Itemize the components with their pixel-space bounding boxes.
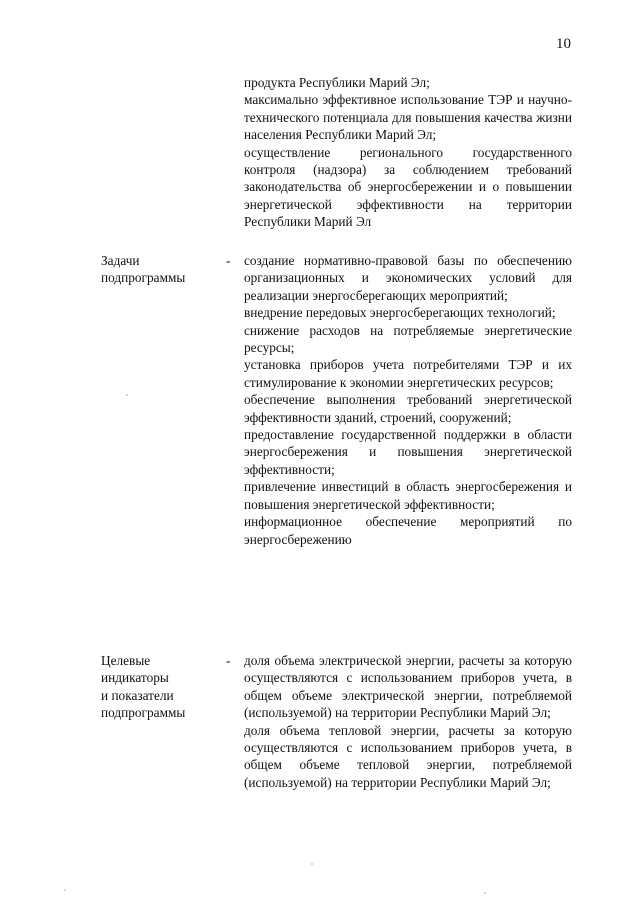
section-dash: - xyxy=(226,653,231,668)
list-item: обеспечение выполнения требований энергетической эффективности зданий, строений, сооружений; xyxy=(244,392,572,425)
page-number: 10 xyxy=(556,36,571,52)
list-item: снижение расходов на потребляемые энергетические ресурсы; xyxy=(244,322,572,356)
scan-speck xyxy=(311,863,313,865)
list-item: предоставление государственной поддержки в области энергосбережения и повышения энергетической эффективности; xyxy=(244,427,572,477)
label-line: подпрограммы xyxy=(101,270,186,286)
intro-item: максимально эффективное использование ТЭР и научно-технического потенциала для повышения качества жизни населения Республики Марий Эл; xyxy=(244,92,572,143)
section-dash: - xyxy=(226,253,231,268)
scan-speck xyxy=(64,889,66,891)
intro-item: продукта Республики Марий Эл; xyxy=(244,75,430,90)
list-item: доля объема тепловой энергии, расчеты за которую осуществляются с использованием приборов учета, в общем объеме тепловой энергии, потребляемой (используемой) на территории Республики Марий Эл; xyxy=(244,722,572,790)
list-item: создание нормативно-правовой базы по обеспечению организационных и экономических условий для реализации энергосберегающих мероприятий; xyxy=(244,253,572,303)
label-line: Задачи xyxy=(101,253,140,268)
label-line: подпрограммы xyxy=(101,705,186,721)
section-items-indicators xyxy=(244,652,572,791)
list-item: привлечение инвестиций в область энергосбережения и повышения энергетической эффективности; xyxy=(244,479,572,512)
intro-block xyxy=(244,74,572,231)
section-label-indicators xyxy=(101,652,223,722)
list-item: внедрение передовых энергосберегающих технологий; xyxy=(244,305,556,321)
list-item: доля объема электрической энергии, расчеты за которую осуществляются с использованием приборов учета, в общем объеме электрической энергии, потребляемой (используемой) на территории Республики Марий Эл; xyxy=(244,653,572,721)
list-item: установка приборов учета потребителями ТЭР и их стимулирование к экономии энергетических ресурсов; xyxy=(244,357,572,390)
label-line: и показатели xyxy=(101,687,174,703)
intro-item: осуществление регионального государственного контроля (надзора) за соблюдением требований законодательства об энергосбережении и о повышении энергетической эффективности на территории Республики Марий Эл xyxy=(244,144,572,230)
list-item: информационное обеспечение мероприятий по энергосбережению xyxy=(244,514,572,547)
section-items-tasks xyxy=(244,252,572,548)
scan-speck xyxy=(126,394,128,396)
label-line: Целевые xyxy=(101,653,151,668)
section-label-tasks xyxy=(101,252,223,287)
scan-speck xyxy=(484,892,486,894)
label-line: индикаторы xyxy=(101,670,169,686)
